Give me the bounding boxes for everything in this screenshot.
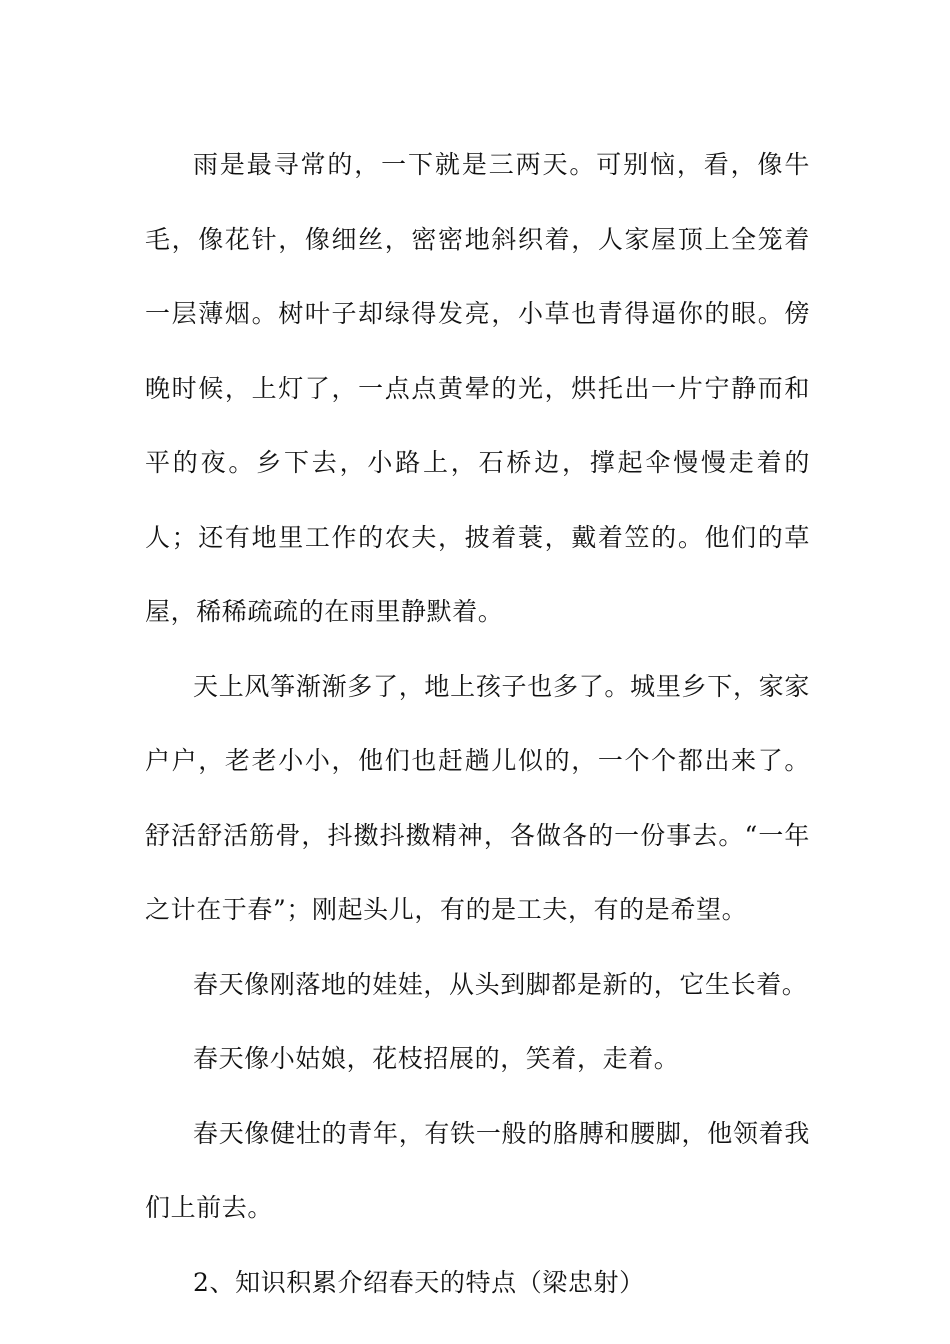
paragraph-youth: 春天像健壮的青年，有铁一般的胳膊和腰脚，他领着我们上前去。 — [145, 1118, 810, 1222]
paragraph-girl: 春天像小姑娘，花枝招展的，笑着，走着。 — [193, 1044, 680, 1073]
paragraph-kites: 天上风筝渐渐多了，地上孩子也多了。城里乡下，家家户户，老老小小，他们也赶趟儿似的，一个个都出来了。舒活舒活筋骨，抖擞抖擞精神，各做各的一份事去。“一年之计在于春”；刚起头儿，有的是工夫，有的是希望。 — [145, 671, 810, 924]
paragraph-rain: 雨是最寻常的，一下就是三两天。可别恼，看，像牛毛，像花针，像细丝，密密地斜织着，人家屋顶上全笼着一层薄烟。树叶子却绿得发亮，小草也青得逼你的眼。傍晚时候，上灯了，一点点黄晕的光，烘托出一片宁静而和平的夜。乡下去，小路上，石桥边，撑起伞慢慢走着的人；还有地里工作的农夫，披着蓑，戴着笠的。他们的草屋，稀稀疏疏的在雨里静默着。 — [145, 150, 810, 626]
document-body — [145, 128, 810, 1320]
paragraph-baby: 春天像刚落地的娃娃，从头到脚都是新的，它生长着。 — [193, 969, 808, 999]
section-heading: 2、知识积累介绍春天的特点（梁忠射） — [193, 1267, 645, 1297]
